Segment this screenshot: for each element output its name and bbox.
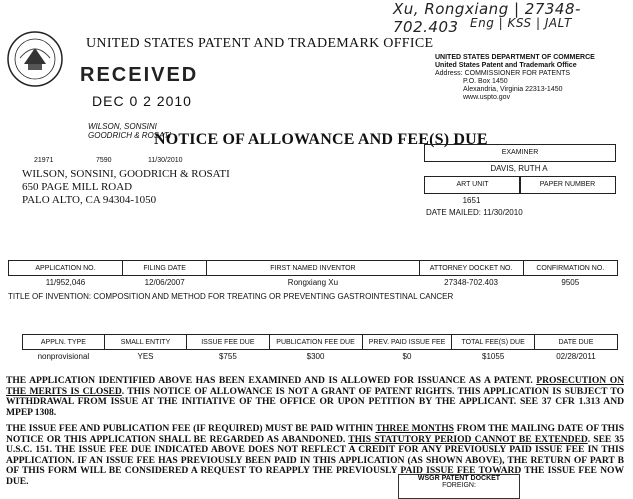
dept-line1: UNITED STATES DEPARTMENT OF COMMERCE — [435, 54, 595, 61]
examiner-label: EXAMINER — [501, 149, 539, 156]
address-line2: 650 PAGE MILL ROAD — [22, 181, 133, 193]
handwritten-note-line2: Eng | KSS | JALT — [470, 16, 572, 30]
paper-number-label-box — [519, 176, 616, 194]
header-application-no: APPLICATION NO. — [9, 261, 123, 276]
header-first-named-inventor: FIRST NAMED INVENTOR — [207, 261, 419, 276]
stamp-firm-line2: GOODRICH & ROSATI — [88, 131, 171, 140]
handwritten-note-line1: Xu, Rongxiang | 27348-702.403 — [393, 0, 581, 36]
patent-docket-stamp — [398, 474, 520, 499]
application-value-row — [9, 276, 618, 289]
examiner-label-box — [424, 144, 616, 162]
header-confirmation-no: CONFIRMATION NO. — [523, 261, 617, 276]
form-code: 7590 — [96, 157, 112, 164]
dept-line2: United States Patent and Trademark Office — [435, 62, 577, 69]
dept-line3: Address: COMMISSIONER FOR PATENTS — [435, 70, 571, 77]
stamp-firm-line1: WILSON, SONSINI — [88, 122, 157, 131]
received-date-stamp: DEC 0 2 2010 — [92, 93, 192, 109]
dept-line6: www.uspto.gov — [463, 94, 511, 101]
value-date-due: 02/28/2011 — [556, 351, 596, 361]
value-publication-fee-due: $300 — [306, 351, 325, 361]
code-date: 11/30/2010 — [148, 157, 183, 164]
received-stamp: RECEIVED — [80, 64, 199, 86]
header-date-due: DATE DUE — [534, 335, 617, 350]
header-prev-paid-issue-fee: PREV. PAID ISSUE FEE — [362, 335, 452, 350]
three-months-text: THREE MONTHS — [375, 423, 454, 434]
prosecution-closed-text: PROSECUTION ON THE MERITS IS CLOSED — [6, 375, 624, 397]
value-attorney-docket-no: 27348-702.403 — [444, 277, 498, 287]
docket-stamp-line1: WSGR PATENT DOCKET — [417, 475, 501, 482]
header-appln-type: APPLN. TYPE — [23, 335, 105, 350]
header-publication-fee-due: PUBLICATION FEE DUE — [269, 335, 362, 350]
fees-header-row — [23, 335, 618, 350]
value-prev-paid-issue-fee: $0 — [402, 351, 412, 361]
customer-number: 21971 — [34, 157, 54, 164]
value-small-entity: YES — [137, 351, 154, 361]
art-unit-value: 1651 — [462, 196, 481, 205]
fee-paragraph-part1: THE ISSUE FEE AND PUBLICATION FEE (IF REQUIRED) MUST BE PAID WITHIN — [6, 423, 374, 434]
fee-paragraph-part3: . SEE 35 U.S.C. 151. THE ISSUE FEE DUE INDICATED ABOVE DOES NOT REFLECT A CREDIT FOR ANY PREVIOUSLY PAID ISSUE FEE IN THIS APPLICATION. IF AN ISSUE FEE HAS PREVIOUSLY BEEN PAID IN THIS APPLICATION (AS SHOWN ABOVE), THE RETURN OF PART B OF THIS FORM WILL BE CONSIDERED A REQUEST TO REAPPLY THE PREVIOUSLY PAID ISSUE FEE TOWARD THE ISSUE FEE NOW DUE. — [6, 433, 624, 487]
application-table — [8, 260, 618, 288]
allowance-paragraph-part2: . THIS NOTICE OF ALLOWANCE IS NOT A GRANT OF PATENT RIGHTS. THIS APPLICATION IS SUBJECT TO WITHDRAWAL FROM ISSUE AT THE INITIATIVE OF THE OFFICE OR UPON PETITION BY THE APPLICANT. SEE 37 CFR 1.313 AND MPEP 1308. — [6, 385, 624, 418]
dept-line5: Alexandria, Virginia 22313-1450 — [463, 86, 563, 93]
header-total-fees-due: TOTAL FEE(S) DUE — [452, 335, 534, 350]
fees-table — [22, 334, 618, 362]
notice-title: NOTICE OF ALLOWANCE AND FEE(S) DUE — [154, 131, 488, 148]
date-mailed: DATE MAILED: 11/30/2010 — [426, 208, 523, 217]
fees-value-row — [23, 350, 618, 363]
value-appln-type: nonprovisional — [37, 351, 90, 361]
docket-stamp-line2: FOREIGN: — [442, 482, 476, 489]
uspto-seal-icon — [6, 30, 64, 88]
correspondence-address — [22, 168, 230, 207]
paper-number-label: PAPER NUMBER — [539, 181, 596, 188]
art-unit-label: ART UNIT — [456, 181, 489, 188]
title-of-invention: TITLE OF INVENTION: COMPOSITION AND METHOD FOR TREATING OR PREVENTING GASTROINTESTINAL CANCER — [8, 292, 454, 301]
dept-line4: P.O. Box 1450 — [463, 78, 508, 85]
art-unit-label-box — [424, 176, 521, 194]
address-line3: PALO ALTO, CA 94304-1050 — [22, 194, 157, 206]
examiner-name: DAVIS, RUTH A — [490, 164, 548, 173]
value-total-fees-due: $1055 — [482, 351, 505, 361]
fee-paragraph-part2: FROM THE MAILING DATE OF THIS NOTICE OR THIS APPLICATION SHALL BE REGARDED AS ABANDONED. — [6, 423, 625, 445]
application-header-row — [9, 261, 618, 276]
header-filing-date: FILING DATE — [122, 261, 206, 276]
value-first-named-inventor: Rongxiang Xu — [287, 277, 339, 287]
department-address-block — [435, 54, 595, 102]
header-issue-fee-due: ISSUE FEE DUE — [187, 335, 269, 350]
value-filing-date: 12/06/2007 — [144, 277, 185, 287]
office-name: UNITED STATES PATENT AND TRADEMARK OFFICE — [86, 36, 434, 51]
value-issue-fee-due: $755 — [218, 351, 237, 361]
fee-payment-paragraph — [6, 424, 624, 487]
allowance-paragraph — [6, 376, 624, 418]
allowance-paragraph-part1: THE APPLICATION IDENTIFIED ABOVE HAS BEEN EXAMINED AND IS ALLOWED FOR ISSUANCE AS A PATENT. — [6, 375, 533, 386]
header-attorney-docket-no: ATTORNEY DOCKET NO. — [419, 261, 523, 276]
statutory-period-text: THIS STATUTORY PERIOD CANNOT BE EXTENDED — [348, 433, 588, 445]
address-line1: WILSON, SONSINI, GOODRICH & ROSATI — [22, 168, 230, 180]
value-confirmation-no: 9505 — [561, 277, 580, 287]
header-small-entity: SMALL ENTITY — [104, 335, 186, 350]
value-application-no: 11/952,046 — [45, 277, 86, 287]
